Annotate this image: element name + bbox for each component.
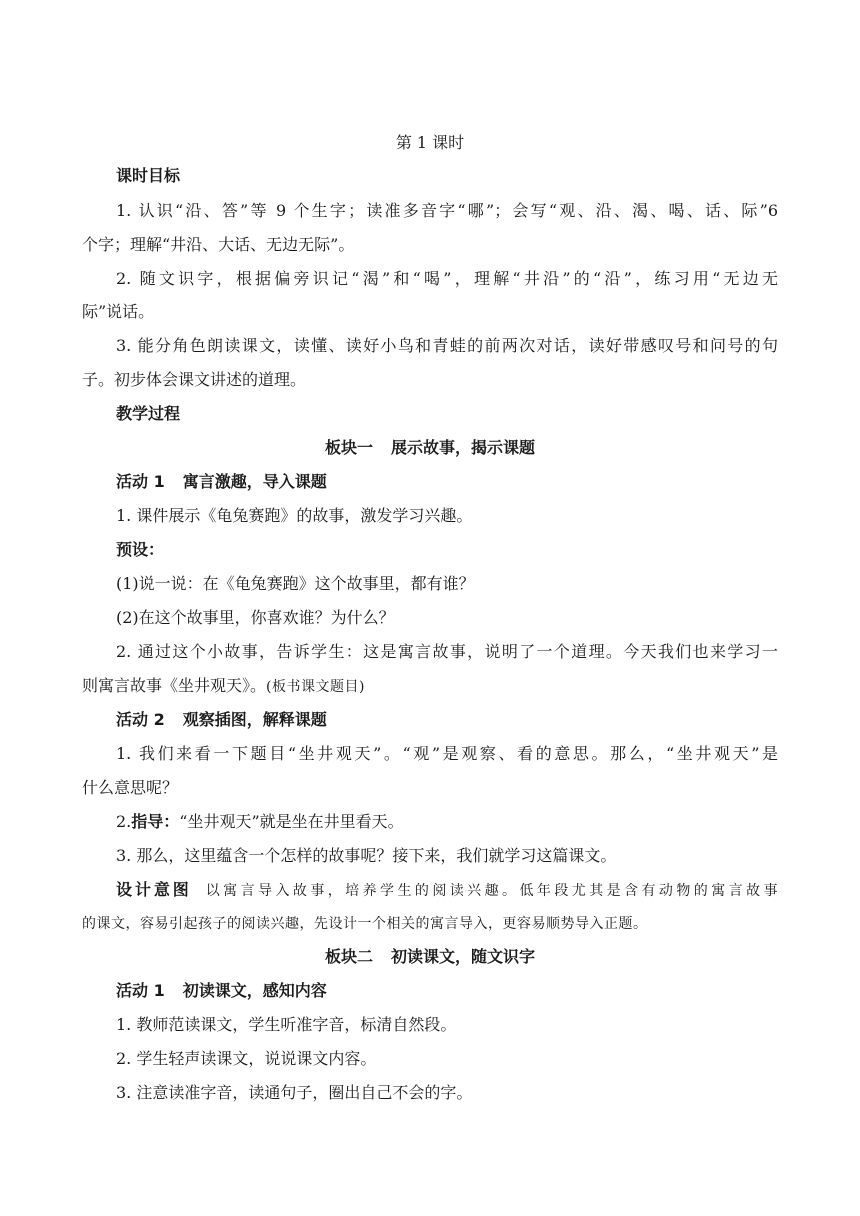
item-text: 则寓言故事《坐井观天》。 bbox=[82, 676, 267, 695]
guidance-label: 指导： bbox=[131, 812, 180, 831]
objectives-heading: 课时目标 bbox=[116, 166, 181, 185]
block1-title bbox=[0, 438, 860, 458]
block1-activity1-heading bbox=[116, 472, 327, 492]
block2-activity1-heading bbox=[116, 981, 327, 1001]
objective-1-line1: 1. 认识“沿、答”等 9 个生字；读准多音字“哪”；会写“观、沿、渴、喝、话、际”6 bbox=[116, 201, 778, 220]
block1-title-text: 展示故事，揭示课题 bbox=[391, 438, 536, 457]
activity-label: 活动 1 bbox=[116, 472, 165, 491]
block2-title bbox=[0, 947, 860, 967]
objective-1-line2: 个字；理解“井沿、大话、无边无际”。 bbox=[82, 235, 355, 254]
design-intent-line1 bbox=[116, 880, 778, 901]
process-heading: 教学过程 bbox=[116, 404, 181, 423]
design-intent-label: 设计意图 bbox=[116, 880, 192, 899]
objective-3-line2: 子。初步体会课文讲述的道理。 bbox=[82, 370, 307, 389]
block1-a2-item1-line1: 1. 我们来看一下题目“坐井观天”。“观”是观察、看的意思。那么，“坐井观天”是 bbox=[116, 744, 778, 763]
item-text: “坐井观天”就是坐在井里看天。 bbox=[179, 812, 404, 831]
activity-title: 初读课文，感知内容 bbox=[182, 981, 327, 1000]
block1-a1-item1: 1. 课件展示《龟兔赛跑》的故事，激发学习兴趣。 bbox=[116, 506, 473, 525]
lesson-title: 第 1 课时 bbox=[395, 133, 465, 152]
block1-a1-item2-line1: 2. 通过这个小故事，告诉学生：这是寓言故事，说明了一个道理。今天我们也来学习一 bbox=[116, 642, 778, 661]
activity-title: 寓言激趣，导入课题 bbox=[182, 472, 327, 491]
block2-title-text: 初读课文，随文识字 bbox=[391, 947, 536, 966]
board-note: (板书课文题目) bbox=[266, 679, 365, 695]
block1-a2-item3: 3. 那么，这里蕴含一个怎样的故事呢？接下来，我们就学习这篇课文。 bbox=[116, 846, 617, 865]
design-intent-line2: 的课文，容易引起孩子的阅读兴趣，先设计一个相关的寓言导入，更容易顺势导入正题。 bbox=[82, 916, 648, 932]
objective-2-line2: 际”说话。 bbox=[82, 302, 155, 321]
block1-a2-item2 bbox=[116, 812, 404, 832]
block1-a2-item1-line2: 什么意思呢？ bbox=[82, 778, 179, 797]
preset-1: (1)说一说：在《龟兔赛跑》这个故事里，都有谁？ bbox=[116, 574, 475, 593]
preset-2: (2)在这个故事里，你喜欢谁？为什么？ bbox=[116, 608, 395, 627]
block1-activity2-heading bbox=[116, 710, 327, 730]
activity-label: 活动 1 bbox=[116, 981, 165, 1000]
block2-title-number: 板块二 bbox=[324, 947, 373, 966]
preset-label: 预设： bbox=[116, 540, 165, 559]
block1-a1-item2-line2 bbox=[82, 676, 365, 697]
objective-2-line1: 2. 随文识字，根据偏旁识记“渴”和“喝”，理解“井沿”的“沿”，练习用“无边无 bbox=[116, 269, 778, 288]
block1-title-number: 板块一 bbox=[324, 438, 373, 457]
block2-item2: 2. 学生轻声读课文，说说课文内容。 bbox=[116, 1049, 377, 1068]
activity-title: 观察插图，解释课题 bbox=[182, 710, 327, 729]
block2-item3: 3. 注意读准字音，读通句子，圈出自己不会的字。 bbox=[116, 1083, 473, 1102]
item-number: 2. bbox=[116, 812, 132, 831]
activity-label: 活动 2 bbox=[116, 710, 165, 729]
objective-3-line1: 3. 能分角色朗读课文，读懂、读好小鸟和青蛙的前两次对话，读好带感叹号和问号的句 bbox=[116, 336, 778, 355]
block2-item1: 1. 教师范读课文，学生听准字音，标清自然段。 bbox=[116, 1015, 457, 1034]
design-intent-text: 以寓言导入故事，培养学生的阅读兴趣。低年段尤其是含有动物的寓言故事 bbox=[205, 883, 778, 899]
